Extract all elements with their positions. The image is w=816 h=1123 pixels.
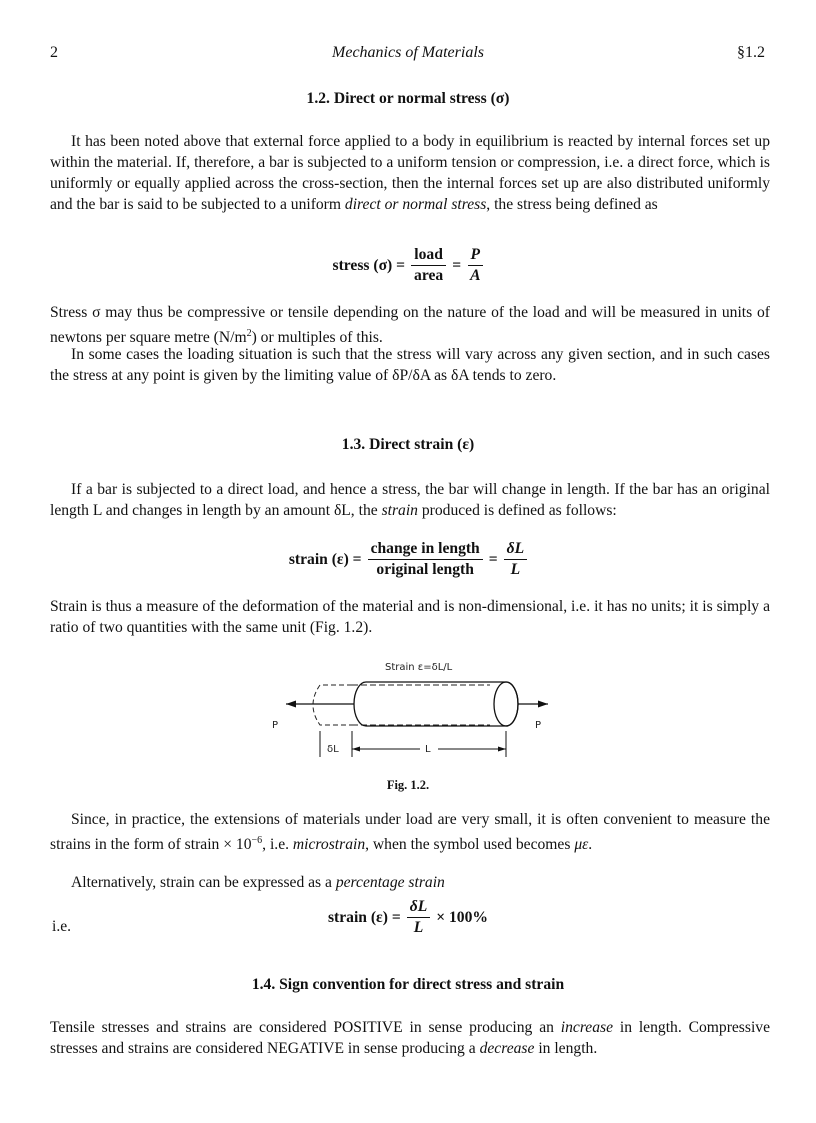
paragraph-1-3-microstrain: Since, in practice, the extensions of materials under load are very small, it is often convenient to measure the strains in the form of strain × $10^{-6}$, i.e. microstrain, when the symbol used becomes με. xyxy=(50,811,770,854)
dim-label-dl: δL xyxy=(327,744,339,755)
dim-arrow-1 xyxy=(352,747,360,752)
equation-stress: stress (σ) = $\frac{\text{load}}{\text{area}}$ = $\frac{P}{A}$ xyxy=(0,246,816,285)
ie-label: i.e. xyxy=(52,918,72,935)
paragraph-1-2-intro: It has been noted above that external force applied to a body in equilibrium is reacted by internal forces set up within the material. If, therefore, a bar is subjected to a uniform tension or compression, i.e. a direct force, which is uniformly or equally applied across the cross-section, then the internal forces set up are also distributed uniformly and the bar is said to be subjected to a uniform direct or normal stress, the stress being defined as xyxy=(50,133,770,213)
heading-1-4: 1.4. Sign convention for direct stress and strain xyxy=(251,976,565,993)
load-label-left: P xyxy=(272,720,279,731)
equation-percentage-strain: strain (ε) = $\frac{\delta L}{L}$ × 100% xyxy=(327,898,488,936)
figure-title: Strain ε=δL/L xyxy=(385,662,453,673)
dim-label-l: L xyxy=(425,744,431,755)
paragraph-1-2-units: Stress σ may thus be compressive or tensile depending on the nature of the load and will be measured in units of newtons per square metre $(N/m^2)$ or multiples of this. xyxy=(50,304,770,347)
load-arrowhead-right xyxy=(538,701,548,708)
section-marker: §1.2 xyxy=(737,44,765,61)
paragraph-1-3-intro: If a bar is subjected to a direct load, and hence a stress, the bar will change in length. If the bar has an original length L and changes in length by an amount δL, the strain produced is defined as follows: xyxy=(50,481,770,519)
dim-arrow-2 xyxy=(498,747,506,752)
original-bar-left-edge xyxy=(313,685,352,725)
paragraph-1-4-sign: Tensile stresses and strains are considered POSITIVE in sense producing an increase in length. Compressive stresses and strains are considered NEGATIVE in sense producing a decrease in length. xyxy=(50,1019,770,1057)
paragraph-1-3-percentage: Alternatively, strain can be expressed as a percentage strain xyxy=(71,874,445,891)
paragraph-1-2-limit: In some cases the loading situation is such that the stress will vary across any given section, and in such cases the stress at any point is given by the limiting value of δP/δA as δA tends to zero. xyxy=(50,346,770,384)
load-label-right: P xyxy=(535,720,542,731)
running-title: Mechanics of Materials xyxy=(332,44,484,61)
equation-strain: strain (ε) = $\frac{\text{change in length}}{\text{original length}}$ = $\frac{\delta L}{L}$ xyxy=(0,540,816,579)
cylinder-end-face xyxy=(494,682,518,726)
heading-1-3: 1.3. Direct strain (ε) xyxy=(341,436,475,453)
heading-1-2: 1.2. Direct or normal stress (σ) xyxy=(306,90,510,107)
page-number: 2 xyxy=(50,44,58,61)
paragraph-1-3-nondim: Strain is thus a measure of the deformation of the material and is non-dimensional, i.e. it has no units; it is simply a ratio of two quantities with the same unit (Fig. 1.2). xyxy=(50,598,770,636)
load-arrowhead-left xyxy=(286,701,296,708)
figure-bar-strain xyxy=(250,655,570,767)
figure-caption: Fig. 1.2. xyxy=(386,778,430,792)
